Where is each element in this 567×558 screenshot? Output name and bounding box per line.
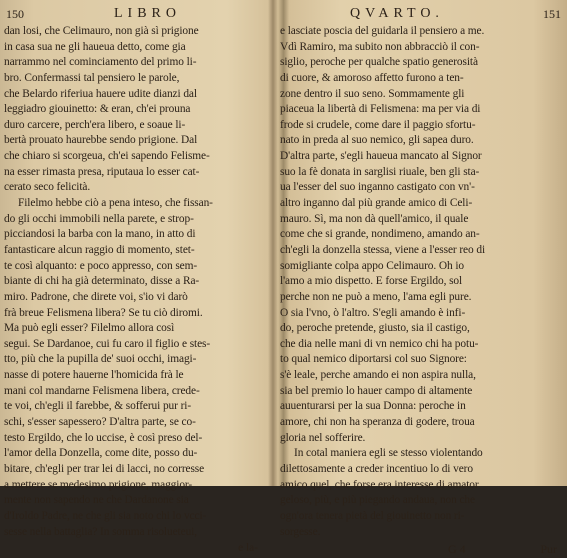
text-line: mauro. Sì, ma non dà quell'amico, il quale [280, 212, 469, 225]
right-page-footer [280, 542, 563, 558]
left-page-footer [4, 542, 266, 558]
text-line: schi, s'esser sapessero? D'altra parte, se co- [4, 416, 196, 429]
text-line: do, peroche pretende, giusto, sia il castigo, [280, 322, 470, 335]
text-line: mani col mandarne Felismena libera, crede- [4, 384, 200, 397]
text-line: siglio, peroche per qualche spatio generosità [280, 56, 478, 69]
text-line: fantasticare alcun raggio di momento, stet- [4, 243, 195, 256]
right-page-text [280, 24, 563, 540]
text-line: che dia nelle mani di vn nemico chi ha potu- [280, 337, 479, 350]
left-catchword: e la- [238, 542, 258, 555]
text-line: leggiadro giouinetto: & eran, ch'ei prouna [4, 103, 191, 116]
text-line: segui. Se Dardanoe, cui fu caro il figlio e stes- [4, 337, 211, 350]
right-page-header [280, 4, 563, 24]
left-running-head: LIBRO [114, 6, 181, 21]
book-gutter [268, 0, 278, 486]
text-line: d'Iroldo Padre, ne che gli sia noto chi lo vcci- [4, 509, 207, 522]
left-page-number: 150 [6, 7, 24, 21]
text-line: duro carcere, perch'era libero, e soaue li- [4, 118, 186, 131]
text-line: in casa sua ne gli haueua detto, come gia [4, 40, 186, 53]
text-line: suo la fè donata in sarglisi riuale, ben gli sta- [280, 165, 480, 178]
text-line: piaceua la libertà di Felismena: ma per via di [280, 103, 481, 116]
text-line: na esser rimasta presa, riputaua lo esser cat- [4, 165, 200, 178]
text-line: biante di chi ha già determinato, disse a Ra- [4, 275, 200, 288]
right-page-number: 151 [543, 7, 561, 21]
text-line: che Belardo riferiua hauere udite dianzi dal [4, 87, 197, 100]
text-line: somigliante colpa appo Celimauro. Oh io [280, 259, 465, 272]
text-line: bertà prouato haurebbe sendo prigione. Dal [4, 134, 198, 147]
text-line: auuenturarsi per la sua Donna: peroche in [280, 400, 466, 413]
text-line: s'è leale, perche amando ei non aspira nulla, [280, 369, 476, 382]
text-line: bro. Confermassi tal pensiero le parole, [4, 71, 180, 84]
text-line: l'amor della Donzella, come dite, posso du- [4, 447, 198, 460]
signature-mark: G 4 [448, 542, 466, 557]
text-line: e lasciate poscia del guidarla il pensiero a me. [280, 25, 485, 37]
left-page-header [4, 4, 266, 24]
text-line: D'altra parte, s'egli haueua mancato al Signor [280, 150, 482, 163]
text-line: gloria nel sofferire. [280, 431, 366, 444]
text-line: sesse nella battaglia? In somma risolueteui, [4, 525, 197, 538]
text-line: mente non sapendo ne che Dardanone sia [4, 494, 189, 507]
text-line: l'amo a mio dispetto. E forse Ergildo, sol [280, 275, 463, 288]
text-line: Vdì Ramiro, ma subito non abbracciò il con- [280, 40, 480, 53]
text-line: zone dentro il suo seno. Sommamente gli [280, 87, 465, 100]
text-line: altro inganno dal più grande amico di Celi- [280, 197, 473, 210]
text-line: sia bel premio lo hauer campo di altamente [280, 384, 473, 397]
text-line: nasse di potere hauerne l'homicida frà le [4, 369, 184, 382]
text-line: te voi, ch'egli il farebbe, & sofferui pur ri- [4, 400, 192, 413]
text-line: narrammo nel cominciamento del primo li- [4, 56, 197, 69]
text-line: cerato seco felicità. [4, 181, 91, 194]
text-line: to qual nemico diportarsi col suo Signore: [280, 353, 467, 366]
right-page [280, 4, 563, 558]
text-line: O sia l'vno, ò l'altro. S'egli amando è infi- [280, 306, 466, 319]
text-line: te così alquanto: e poco appresso, con sem- [4, 259, 198, 272]
text-line: a mettere se medesimo prigione, maggior- [4, 478, 193, 491]
left-page-text [4, 24, 266, 540]
text-line: ch'egli la donzella stessa, viene a l'esser reo di [280, 243, 486, 256]
right-catchword: Pur [540, 542, 557, 557]
text-line: frode si crudele, come dare il paggio sfortu- [280, 118, 476, 131]
text-line: che chiaro si scorgeua, ch'ei sapendo Felisme- [4, 150, 210, 163]
text-line: do gli occhi immobili nella parete, e strop- [4, 212, 194, 225]
text-line: bitare, ch'egli per trar lei di lacci, no corresse [4, 462, 205, 475]
text-line: Filelmo hebbe ciò a pena inteso, che fissan- [18, 197, 213, 210]
text-line: tto, più che la pupilla de' suoi occhi, imagi- [4, 353, 197, 366]
text-line: Ma può egli esser? Filelmo allora così [4, 322, 175, 335]
text-line: di cuore, & amoroso affetto furono a ten- [280, 71, 464, 84]
text-line: ua l'esser del suo inganno castigato con vn'- [280, 181, 475, 194]
text-line: frà breue Felismena libera? Se tu ciò diromi. [4, 306, 203, 319]
text-line: testo Ergildo, che lo uccise, è così preso del- [4, 431, 203, 444]
text-line: amico quel, che forse era interesse di amator [280, 478, 479, 491]
text-line: picciandosi la barba con la mano, in atto di [4, 228, 196, 241]
text-line: perche non ne può a meno, l'ama egli pure. [280, 290, 472, 303]
text-line: sorgesse. [280, 525, 321, 538]
text-line: amore, chi non ha speranza di godere, troua [280, 416, 475, 429]
text-line: geloso, più, e più piegando andaua, non che [280, 494, 475, 507]
text-line: nato in preda al suo nemico, gli sapea duro. [280, 134, 474, 147]
text-line: come che si grande, nondimeno, amando an- [280, 228, 480, 241]
text-line: In cotal maniera egli se stesso violentando [294, 447, 483, 460]
text-line: dilettosamente a creder incentiuo lo di vero [280, 462, 473, 475]
left-page [4, 4, 266, 558]
text-line: ogn'ora tenera pietà del giouinetto non ri- [280, 509, 465, 522]
right-running-head: QVARTO. [350, 6, 444, 21]
text-line: dan losi, che Celimauro, non già sì prigione [4, 25, 199, 37]
text-line: miro. Padrone, che direte voi, s'io vi darò [4, 290, 188, 303]
